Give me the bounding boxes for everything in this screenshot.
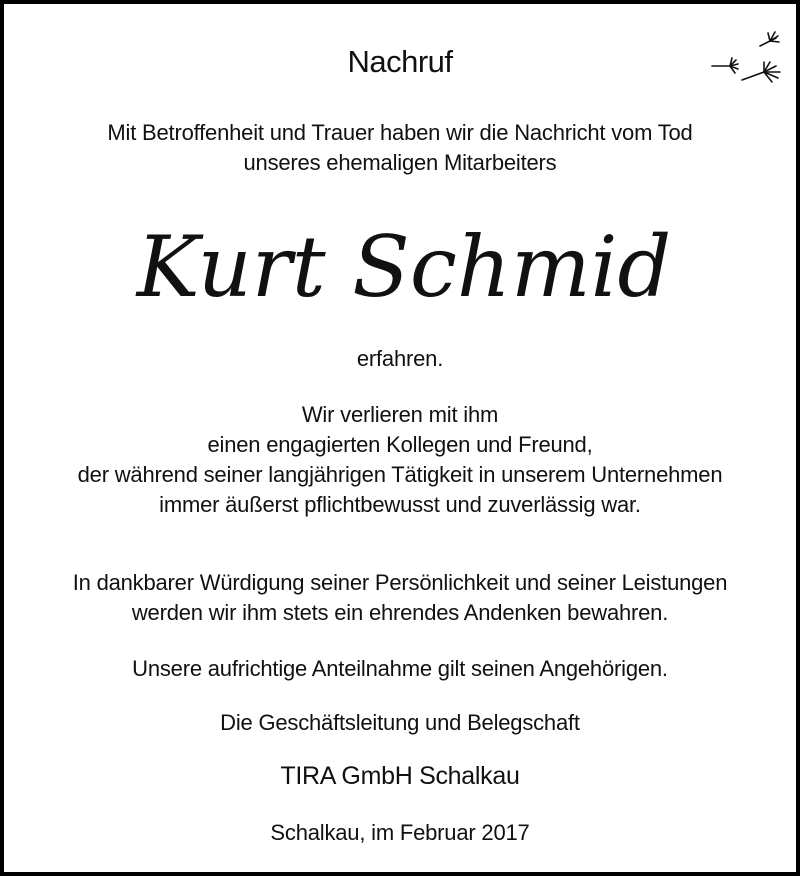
dandelion-seeds-icon xyxy=(708,28,788,88)
after-name-text: erfahren. xyxy=(356,346,444,371)
condolence-text: Unsere aufrichtige Anteilnahme gilt seinen Angehörigen. xyxy=(132,656,668,681)
company-name: TIRA GmbH Schalkau xyxy=(280,762,520,790)
intro-line: Mit Betroffenheit und Trauer haben wir die Nachricht vom Tod xyxy=(107,120,693,145)
notice-title: Nachruf xyxy=(347,44,453,79)
deceased-name xyxy=(134,204,674,334)
signatories-text: Die Geschäftsleitung und Belegschaft xyxy=(220,710,580,735)
gratitude-text xyxy=(4,568,796,628)
tribute-line: immer äußerst pflichtbewusst und zuverlässig war. xyxy=(159,492,641,517)
intro-text xyxy=(4,118,796,178)
intro-line: unseres ehemaligen Mitarbeiters xyxy=(243,150,557,175)
tribute-line: Wir verlieren mit ihm xyxy=(301,402,499,427)
tribute-line: einen engagierten Kollegen und Freund, xyxy=(207,432,593,457)
place-date: Schalkau, im Februar 2017 xyxy=(270,820,530,845)
deceased-name-text: Kurt Schmid xyxy=(136,218,672,316)
tribute-line: der während seiner langjährigen Tätigkeit in unserem Unternehmen xyxy=(77,462,723,487)
gratitude-line: In dankbarer Würdigung seiner Persönlichkeit und seiner Leistungen xyxy=(72,570,728,595)
tribute-text xyxy=(4,400,796,520)
gratitude-line: werden wir ihm stets ein ehrendes Andenken bewahren. xyxy=(131,600,669,625)
